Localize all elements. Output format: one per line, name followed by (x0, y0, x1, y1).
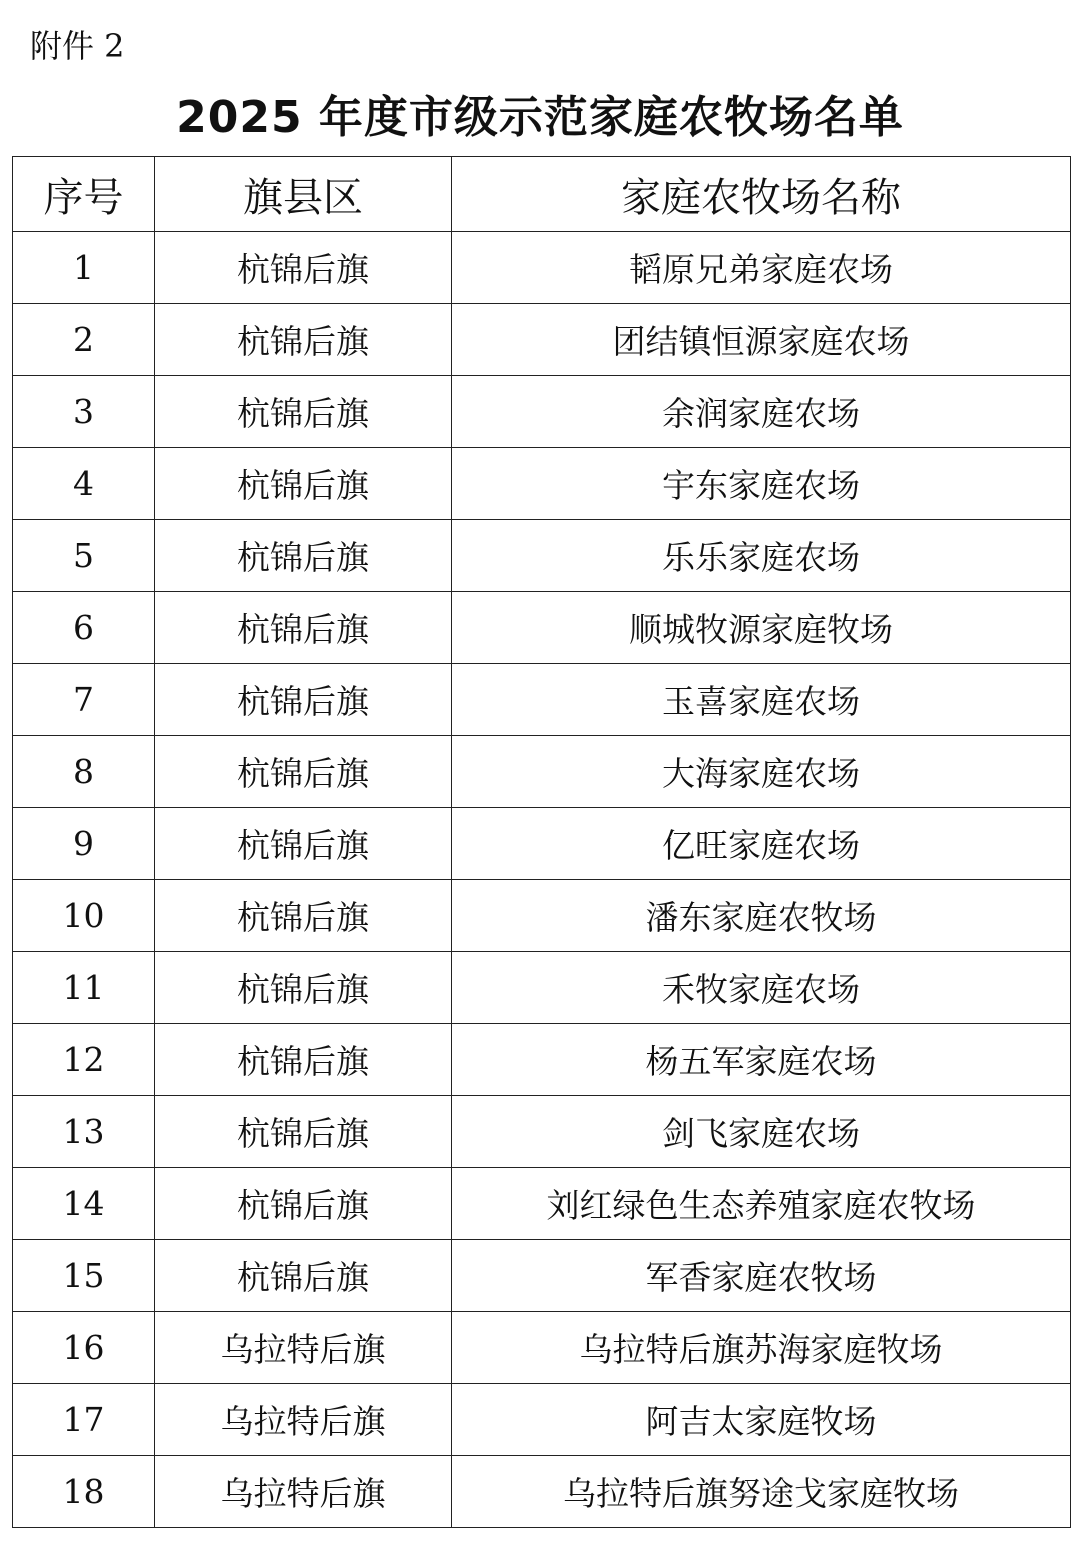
table-row (13, 664, 1071, 736)
table-row (13, 1384, 1071, 1456)
table-row (13, 376, 1071, 448)
table-row (13, 736, 1071, 808)
table-row (13, 952, 1071, 1024)
row-county-district: 杭锦后旗 (155, 448, 452, 520)
row-serial-number: 1 (13, 232, 155, 304)
table-row (13, 232, 1071, 304)
table-row (13, 1312, 1071, 1384)
table-row (13, 1096, 1071, 1168)
row-farm-name: 阿吉太家庭牧场 (452, 1384, 1071, 1456)
row-county-district: 杭锦后旗 (155, 664, 452, 736)
row-farm-name: 刘红绿色生态养殖家庭农牧场 (452, 1168, 1071, 1240)
header-county-district: 旗县区 (155, 157, 452, 232)
row-county-district: 乌拉特后旗 (155, 1456, 452, 1528)
row-county-district: 杭锦后旗 (155, 880, 452, 952)
row-farm-name: 玉喜家庭农场 (452, 664, 1071, 736)
row-farm-name: 杨五军家庭农场 (452, 1024, 1071, 1096)
row-farm-name: 禾牧家庭农场 (452, 952, 1071, 1024)
row-farm-name: 亿旺家庭农场 (452, 808, 1071, 880)
header-farm-name: 家庭农牧场名称 (452, 157, 1071, 232)
row-serial-number: 17 (13, 1384, 155, 1456)
row-county-district: 杭锦后旗 (155, 376, 452, 448)
row-farm-name: 乌拉特后旗努途戈家庭牧场 (452, 1456, 1071, 1528)
row-farm-name: 余润家庭农场 (452, 376, 1071, 448)
table-row (13, 1456, 1071, 1528)
row-serial-number: 7 (13, 664, 155, 736)
table-row (13, 1168, 1071, 1240)
row-serial-number: 18 (13, 1456, 155, 1528)
row-serial-number: 6 (13, 592, 155, 664)
row-farm-name: 乐乐家庭农场 (452, 520, 1071, 592)
table-row (13, 880, 1071, 952)
row-serial-number: 15 (13, 1240, 155, 1312)
row-farm-name: 乌拉特后旗苏海家庭牧场 (452, 1312, 1071, 1384)
row-farm-name: 大海家庭农场 (452, 736, 1071, 808)
table-header-row (13, 157, 1071, 232)
row-farm-name: 宇东家庭农场 (452, 448, 1071, 520)
row-serial-number: 2 (13, 304, 155, 376)
row-county-district: 乌拉特后旗 (155, 1312, 452, 1384)
row-farm-name: 剑飞家庭农场 (452, 1096, 1071, 1168)
row-county-district: 杭锦后旗 (155, 736, 452, 808)
row-farm-name: 军香家庭农牧场 (452, 1240, 1071, 1312)
row-county-district: 杭锦后旗 (155, 232, 452, 304)
table-row (13, 1240, 1071, 1312)
table-row (13, 304, 1071, 376)
row-serial-number: 13 (13, 1096, 155, 1168)
row-serial-number: 3 (13, 376, 155, 448)
row-county-district: 乌拉特后旗 (155, 1384, 452, 1456)
row-county-district: 杭锦后旗 (155, 592, 452, 664)
row-county-district: 杭锦后旗 (155, 1240, 452, 1312)
row-serial-number: 4 (13, 448, 155, 520)
table-row (13, 592, 1071, 664)
row-county-district: 杭锦后旗 (155, 520, 452, 592)
farm-list-table (12, 156, 1071, 1528)
row-county-district: 杭锦后旗 (155, 1096, 452, 1168)
row-serial-number: 10 (13, 880, 155, 952)
table-row (13, 520, 1071, 592)
row-farm-name: 团结镇恒源家庭农场 (452, 304, 1071, 376)
row-serial-number: 5 (13, 520, 155, 592)
row-serial-number: 14 (13, 1168, 155, 1240)
header-serial-number: 序号 (13, 157, 155, 232)
row-serial-number: 12 (13, 1024, 155, 1096)
row-farm-name: 潘东家庭农牧场 (452, 880, 1071, 952)
row-county-district: 杭锦后旗 (155, 1024, 452, 1096)
row-county-district: 杭锦后旗 (155, 1168, 452, 1240)
row-farm-name: 顺城牧源家庭牧场 (452, 592, 1071, 664)
table-row (13, 808, 1071, 880)
table-row (13, 448, 1071, 520)
table-row (13, 1024, 1071, 1096)
page-title: 2025 年度市级示范家庭农牧场名单 (176, 92, 904, 143)
row-county-district: 杭锦后旗 (155, 952, 452, 1024)
row-serial-number: 8 (13, 736, 155, 808)
row-serial-number: 16 (13, 1312, 155, 1384)
row-serial-number: 11 (13, 952, 155, 1024)
row-county-district: 杭锦后旗 (155, 304, 452, 376)
row-county-district: 杭锦后旗 (155, 808, 452, 880)
attachment-label: 附件 2 (30, 27, 125, 65)
row-serial-number: 9 (13, 808, 155, 880)
row-farm-name: 韬原兄弟家庭农场 (452, 232, 1071, 304)
